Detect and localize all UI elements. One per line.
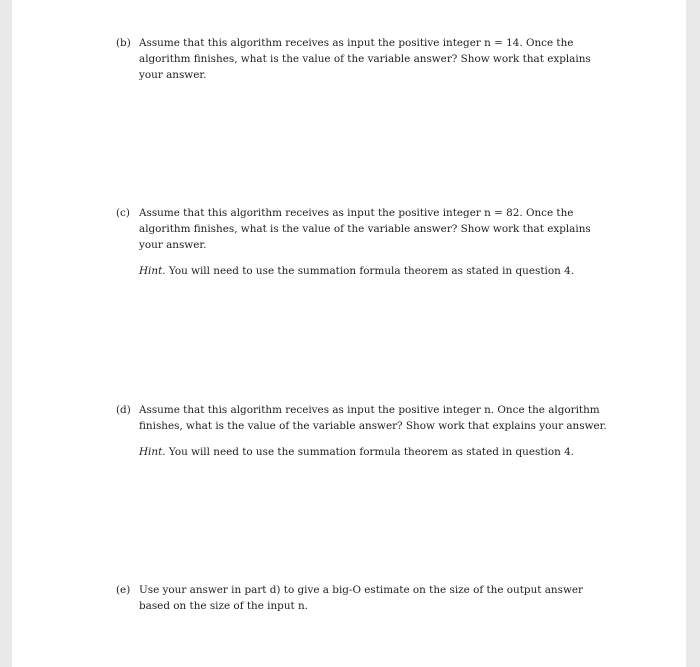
- question-label: (c): [116, 207, 130, 219]
- question-text-line: Assume that this algorithm receives as input the positive integer n = 14. Once the: [139, 37, 574, 49]
- question-text-line: algorithm finishes, what is the value of the variable answer? Show work that explains: [139, 223, 591, 235]
- hint-text: You will need to use the summation formula theorem as stated in question 4.: [168, 446, 574, 458]
- question-e: [116, 582, 616, 614]
- hint-text: You will need to use the summation formula theorem as stated in question 4.: [168, 265, 574, 277]
- question-text-line: Use your answer in part d) to give a big-O estimate on the size of the output answer: [139, 584, 583, 596]
- hint: [116, 444, 616, 460]
- hint-label: Hint.: [139, 265, 166, 277]
- document-page: [12, 0, 686, 667]
- question-b: [116, 35, 616, 83]
- hint-label: Hint.: [139, 446, 166, 458]
- question-text-line: algorithm finishes, what is the value of the variable answer? Show work that explains: [139, 53, 591, 65]
- question-text-line: finishes, what is the value of the variable answer? Show work that explains your answer.: [139, 420, 607, 432]
- question-text-line: your answer.: [139, 239, 207, 251]
- question-text-line: Assume that this algorithm receives as input the positive integer n = 82. Once the: [139, 207, 574, 219]
- question-text-line: Assume that this algorithm receives as input the positive integer n. Once the algorithm: [139, 404, 600, 416]
- question-label: (b): [116, 37, 131, 49]
- question-text-line: based on the size of the input n.: [139, 600, 308, 612]
- question-label: (d): [116, 404, 131, 416]
- question-d: [116, 402, 616, 460]
- question-label: (e): [116, 584, 131, 596]
- hint: [116, 263, 616, 279]
- question-c: [116, 205, 616, 279]
- question-text-line: your answer.: [139, 69, 207, 81]
